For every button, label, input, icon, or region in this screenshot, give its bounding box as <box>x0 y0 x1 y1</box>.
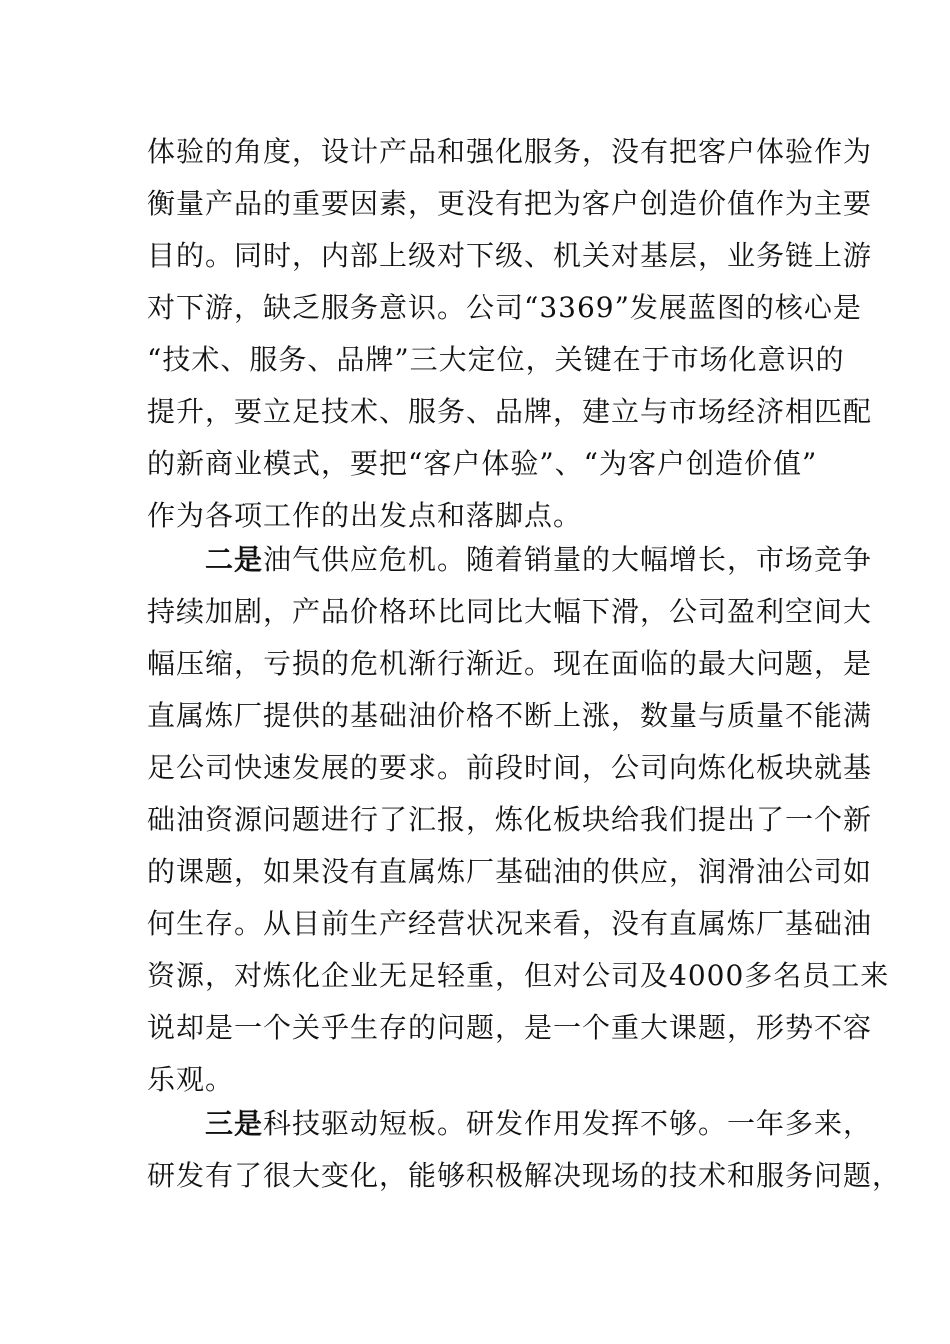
text-line: 提升，要立足技术、服务、品牌，建立与市场经济相匹配 <box>147 395 873 428</box>
paragraph-1 <box>147 126 873 542</box>
text-line: 目的。同时，内部上级对下级、机关对基层，业务链上游 <box>147 239 873 272</box>
text-line: 衡量产品的重要因素，更没有把为客户创造价值作为主要 <box>147 187 873 220</box>
text-line-first <box>147 1098 873 1150</box>
text-line: 的新商业模式，要把“客户体验”、“为客户创造价值” <box>147 447 818 480</box>
text-line: 足公司快速发展的要求。前段时间，公司向炼化板块就基 <box>147 751 873 784</box>
text-line: 体验的角度，设计产品和强化服务，没有把客户体验作为 <box>147 135 873 168</box>
text-line: 研发有了很大变化，能够积极解决现场的技术和服务问题， <box>147 1159 902 1192</box>
text-line: 持续加剧，产品价格环比同比大幅下滑，公司盈利空间大 <box>147 595 873 628</box>
paragraph-3 <box>147 1098 902 1202</box>
text-line: 何生存。从目前生产经营状况来看，没有直属炼厂基础油 <box>147 907 873 940</box>
paragraph-lead: 二是 <box>205 543 264 576</box>
text-line: 作为各项工作的出发点和落脚点。 <box>147 499 583 532</box>
text-line: 对下游，缺乏服务意识。公司“3369”发展蓝图的核心是 <box>147 291 862 324</box>
text-line: 础油资源问题进行了汇报，炼化板块给我们提出了一个新 <box>147 803 873 836</box>
text-line: 说却是一个关乎生存的问题，是一个重大课题，形势不容 <box>147 1011 873 1044</box>
text-line: 幅压缩，亏损的危机渐行渐近。现在面临的最大问题，是 <box>147 647 873 680</box>
text-line: 直属炼厂提供的基础油价格不断上涨，数量与质量不能满 <box>147 699 873 732</box>
text-line: 资源，对炼化企业无足轻重，但对公司及4000多名员工来 <box>147 959 890 992</box>
text-line: “技术、服务、品牌”三大定位，关键在于市场化意识的 <box>147 343 845 376</box>
first-line-rest: 科技驱动短板。研发作用发挥不够。一年多来， <box>263 1107 873 1140</box>
paragraph-lead: 三是 <box>205 1107 264 1140</box>
text-line: 乐观。 <box>147 1063 235 1096</box>
first-line-rest: 油气供应危机。随着销量的大幅增长，市场竞争 <box>263 543 873 576</box>
text-line: 的课题，如果没有直属炼厂基础油的供应，润滑油公司如 <box>147 855 873 888</box>
paragraph-2 <box>147 534 890 1106</box>
text-line-first <box>147 534 873 586</box>
